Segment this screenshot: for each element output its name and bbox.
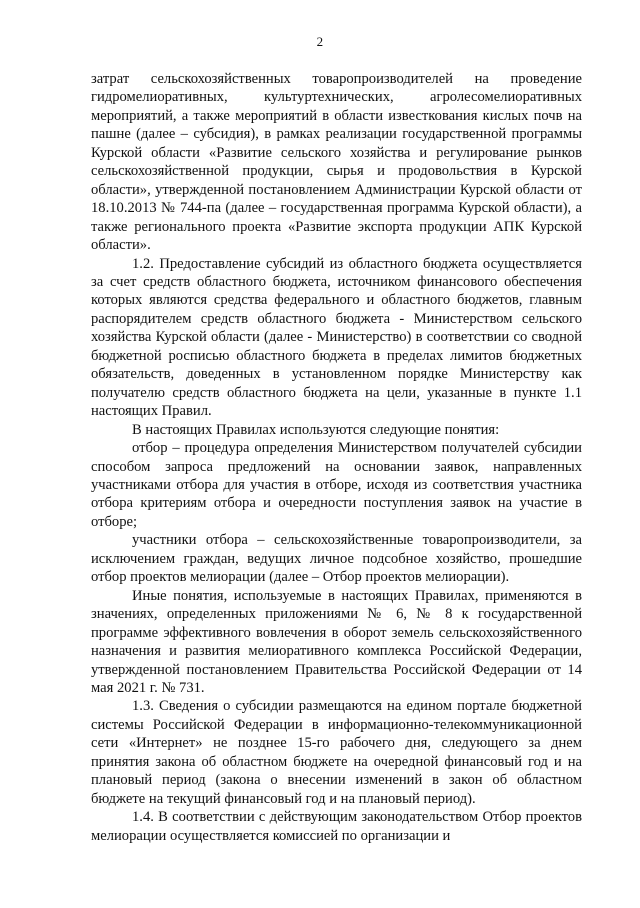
paragraph-other-terms: Иные понятия, используемые в настоящих Правилах, применяются в значениях, определенных приложениями № 6, № 8 к государственной программе эффективного вовлечения в оборот земель сельскохозяйственного назначения и развития мелиоративного комплекса Российской Федерации, утвержденной постановлением Правительства Российской Федерации от 14 мая 2021 г. № 731.	[91, 587, 582, 696]
document-body	[91, 70, 582, 845]
paragraph-1-2-funding-source: 1.2. Предоставление субсидий из областного бюджета осуществляется за счет средств областного бюджета, источником финансового обеспечения которых являются средства федерального и областного бюджетов, главным распорядителем средств областного бюджета - Министерством сельского хозяйства Курской области (далее - Министерство) в соответствии со сводной бюджетной росписью областного бюджета в пределах лимитов бюджетных обязательств, доведенных в установленном порядке Министерству как получателю средств областного бюджета на цели, указанные в пункте 1.1 настоящих Правил.	[91, 255, 582, 420]
page-number: 2	[316, 34, 324, 49]
paragraph-1-3-portal-info: 1.3. Сведения о субсидии размещаются на едином портале бюджетной системы Российской Федерации в информационно-телекоммуникационной сети «Интернет» не позднее 15-го рабочего дня, следующего за днем принятия закона об областном бюджете на очередной финансовый год и на плановый период (закона о внесении изменений в закон об областном бюджете на текущий финансовый год и на плановый период).	[91, 698, 582, 807]
paragraph-definitions-intro: В настоящих Правилах используются следующие понятия:	[132, 421, 500, 438]
paragraph-1-4-commission: 1.4. В соответствии с действующим законодательством Отбор проектов мелиорации осуществляется комиссией по организации и	[91, 809, 582, 844]
paragraph-subsidy-purpose: затрат сельскохозяйственных товаропроизводителей на проведение гидромелиоративных, культуртехнических, агролесомелиоративных мероприятий, а также мероприятий в области известкования кислых почв на пашне (далее – субсидия), в рамках реализации государственной программы Курской области «Развитие сельского хозяйства и регулирование рынков сельскохозяйственной продукции, сырья и продовольствия в Курской области», утвержденной постановлением Администрации Курской области от 18.10.2013 № 744-па (далее – государственная программа Курской области), а также регионального проекта «Развитие экспорта продукции АПК Курской области».	[91, 71, 582, 254]
paragraph-definition-participants: участники отбора – сельскохозяйственные товаропроизводители, за исключением граждан, ведущих личное подсобное хозяйство, прошедшие отбор проектов мелиорации (далее – Отбор проектов мелиорации).	[91, 532, 582, 586]
paragraph-definition-selection: отбор – процедура определения Министерством получателей субсидии способом запроса предложений на основании заявок, направленных участниками отбора для участия в отборе, исходя из соответствия участника отбора критериям отбора и очередности поступления заявок на участие в отборе;	[91, 440, 582, 530]
